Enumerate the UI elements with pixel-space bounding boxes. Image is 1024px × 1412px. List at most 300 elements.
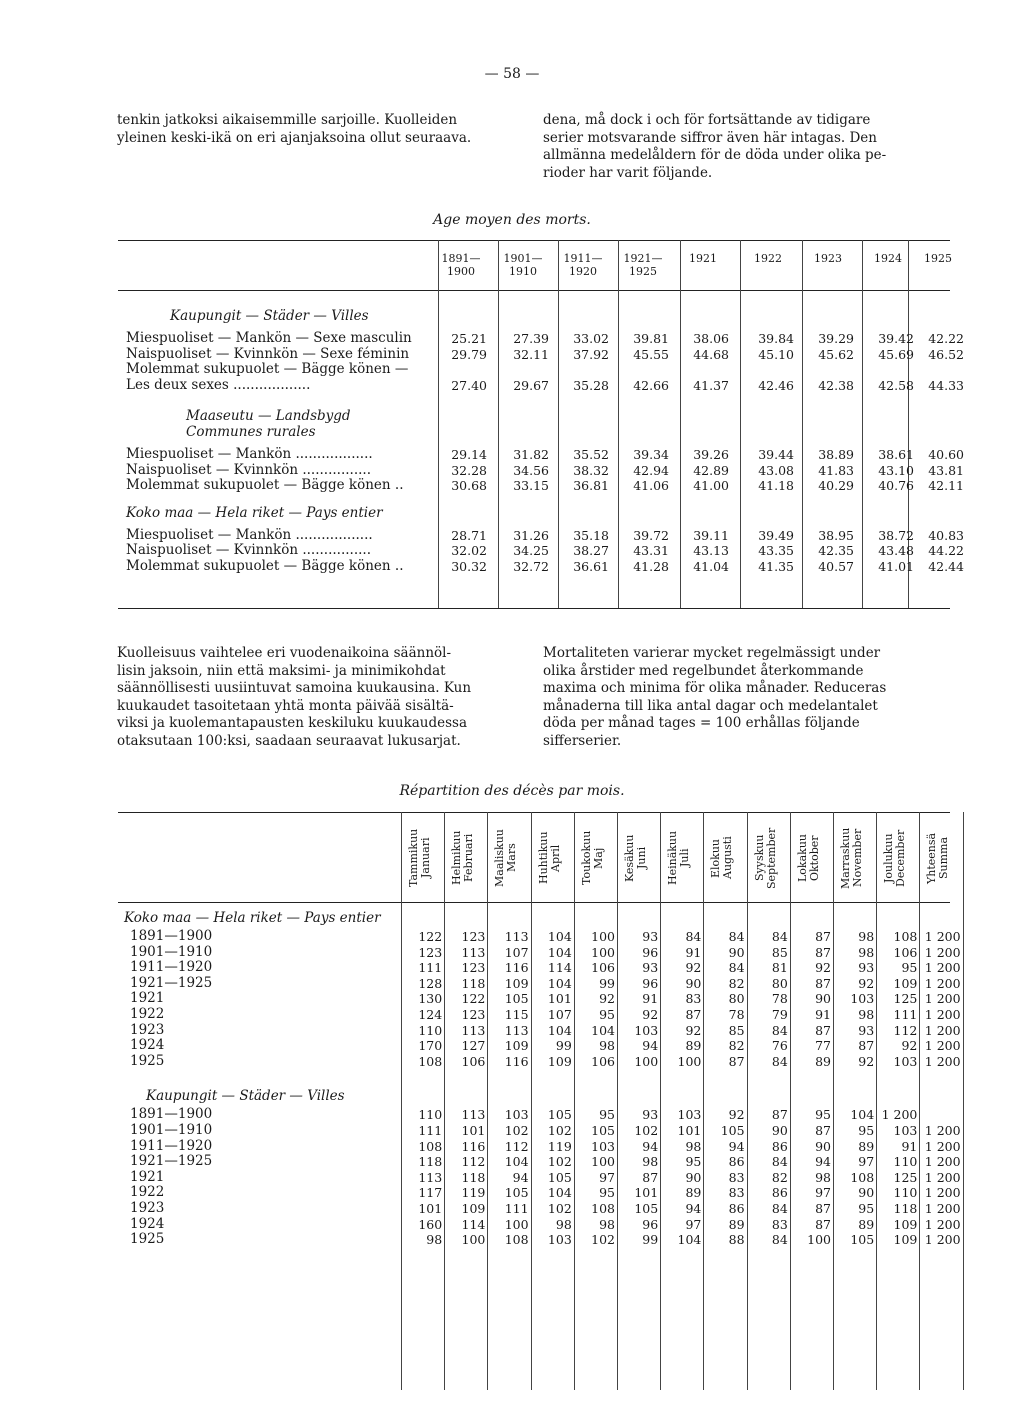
cell-value: 113 bbox=[461, 1107, 486, 1123]
cell-value: 32.28 bbox=[451, 462, 487, 478]
cell-value: 35.28 bbox=[573, 377, 609, 393]
cell-value: 39.49 bbox=[758, 527, 794, 543]
cell-value: 91 bbox=[642, 991, 659, 1007]
section-title: Kaupungit — Städer — Villes bbox=[146, 1088, 345, 1105]
row-label: 1891—1900 bbox=[130, 1106, 213, 1123]
cell-value: 105 bbox=[504, 1185, 529, 1201]
cell-value: 90 bbox=[685, 1169, 702, 1185]
cell-value: 87 bbox=[815, 1022, 831, 1038]
cell-value: 105 bbox=[720, 1123, 745, 1138]
cell-value: 100 bbox=[591, 929, 615, 944]
row-label: Naispuoliset — Kvinnkön — Sexe féminin bbox=[126, 345, 410, 362]
cell-value: 28.71 bbox=[451, 527, 487, 543]
cell-value: 104 bbox=[591, 1022, 615, 1038]
cell-value: 103 bbox=[504, 1107, 529, 1123]
cell-value: 27.40 bbox=[451, 377, 487, 393]
cell-value: 39.26 bbox=[693, 447, 729, 462]
cell-value: 104 bbox=[850, 1107, 875, 1123]
row-label: Miespuoliset — Mankön .................. bbox=[126, 526, 373, 543]
cell-value: 42.44 bbox=[928, 558, 964, 574]
cell-value: 91 bbox=[815, 1007, 831, 1022]
cell-value: 29.79 bbox=[451, 346, 487, 362]
cell-value: 85 bbox=[728, 1022, 745, 1038]
row-label: 1924 bbox=[130, 1037, 165, 1054]
cell-value: 41.00 bbox=[693, 478, 729, 493]
cell-value: 34.56 bbox=[513, 462, 549, 478]
cell-value: 109 bbox=[504, 975, 529, 991]
column-header: 1924 bbox=[874, 252, 902, 265]
cell-value: 40.76 bbox=[878, 478, 914, 493]
row-label: 1921—1925 bbox=[130, 1153, 213, 1170]
cell-value: 102 bbox=[547, 1201, 572, 1216]
text-line: maxima och minima för olika månader. Reduceras bbox=[543, 680, 887, 696]
column-rule bbox=[963, 812, 964, 1390]
cell-value: 104 bbox=[547, 929, 572, 944]
cell-value: 95 bbox=[815, 1107, 831, 1123]
cell-value: 43.13 bbox=[693, 543, 729, 558]
column-header: 1891— 1900 bbox=[441, 252, 481, 278]
cell-value: 110 bbox=[893, 1185, 918, 1201]
cell-value: 100 bbox=[591, 1154, 615, 1170]
cell-value: 34.25 bbox=[513, 543, 549, 558]
cell-value: 1 200 bbox=[924, 1053, 961, 1069]
cell-value: 80 bbox=[728, 991, 745, 1007]
cell-value: 43.81 bbox=[928, 462, 964, 478]
cell-value: 37.92 bbox=[573, 346, 609, 362]
cell-value: 104 bbox=[547, 1185, 572, 1201]
cell-value: 38.61 bbox=[878, 447, 914, 462]
cell-value: 105 bbox=[547, 1169, 572, 1185]
cell-value: 100 bbox=[504, 1216, 529, 1232]
cell-value: 29.67 bbox=[513, 377, 549, 393]
row-label: 1901—1910 bbox=[130, 943, 213, 960]
cell-value: 39.29 bbox=[818, 331, 854, 346]
cell-value: 86 bbox=[728, 1154, 745, 1170]
cell-value: 111 bbox=[504, 1201, 529, 1216]
text-line: Mortaliteten varierar mycket regelmässigt under bbox=[543, 645, 881, 661]
cell-value: 102 bbox=[504, 1123, 529, 1138]
cell-value: 25.21 bbox=[451, 331, 487, 346]
cell-value: 45.10 bbox=[758, 346, 794, 362]
text-line: rioder har varit följande. bbox=[543, 164, 713, 181]
cell-value: 105 bbox=[591, 1123, 615, 1138]
text-line: serier motsvarande siffror även här intagas. Den bbox=[543, 129, 877, 146]
column-rule bbox=[531, 812, 532, 1390]
cell-value: 130 bbox=[418, 991, 443, 1007]
cell-value: 108 bbox=[850, 1169, 875, 1185]
cell-value: 94 bbox=[512, 1169, 529, 1185]
cell-value: 87 bbox=[815, 975, 831, 991]
cell-value: 83 bbox=[728, 1185, 745, 1201]
cell-value: 39.72 bbox=[633, 527, 669, 543]
cell-value: 116 bbox=[461, 1138, 486, 1154]
cell-value: 108 bbox=[591, 1201, 615, 1216]
row-label: 1911—1920 bbox=[130, 1137, 213, 1154]
cell-value: 45.62 bbox=[818, 346, 854, 362]
cell-value: 87 bbox=[858, 1038, 875, 1054]
cell-value: 89 bbox=[728, 1216, 745, 1232]
cell-value: 114 bbox=[547, 960, 572, 976]
cell-value: 123 bbox=[461, 960, 486, 976]
cell-value: 31.26 bbox=[513, 527, 549, 543]
cell-value: 118 bbox=[893, 1201, 918, 1216]
cell-value: 41.01 bbox=[878, 558, 914, 574]
column-rule bbox=[790, 812, 791, 1390]
cell-value: 123 bbox=[418, 944, 443, 960]
cell-value: 101 bbox=[418, 1201, 443, 1216]
cell-value: 1 200 bbox=[924, 991, 961, 1007]
cell-value: 104 bbox=[547, 944, 572, 960]
cell-value: 94 bbox=[642, 1138, 659, 1154]
cell-value: 1 200 bbox=[924, 1232, 961, 1248]
cell-value: 82 bbox=[728, 1038, 745, 1054]
cell-value: 84 bbox=[771, 929, 788, 944]
cell-value: 86 bbox=[771, 1185, 788, 1201]
intro-swedish bbox=[543, 112, 886, 182]
cell-value: 112 bbox=[893, 1022, 918, 1038]
column-header: 1901— 1910 bbox=[503, 252, 543, 278]
cell-value: 38.72 bbox=[878, 527, 914, 543]
cell-value: 110 bbox=[418, 1107, 443, 1123]
cell-value: 45.69 bbox=[878, 346, 914, 362]
cell-value: 82 bbox=[771, 1169, 788, 1185]
cell-value: 42.94 bbox=[633, 462, 669, 478]
cell-value: 87 bbox=[815, 1216, 831, 1232]
cell-value: 103 bbox=[677, 1107, 702, 1123]
cell-value: 87 bbox=[728, 1053, 745, 1069]
cell-value: 38.27 bbox=[573, 543, 609, 558]
cell-value: 1 200 bbox=[924, 1216, 961, 1232]
month-header: Joulukuu December bbox=[882, 829, 908, 887]
cell-value: 41.18 bbox=[758, 478, 794, 493]
cell-value: 84 bbox=[728, 960, 745, 976]
column-rule bbox=[876, 812, 877, 1390]
cell-value: 101 bbox=[547, 991, 572, 1007]
cell-value: 90 bbox=[815, 991, 831, 1007]
cell-value: 32.02 bbox=[451, 543, 487, 558]
cell-value: 113 bbox=[418, 1169, 443, 1185]
cell-value: 95 bbox=[901, 960, 918, 976]
cell-value: 39.81 bbox=[633, 331, 669, 346]
cell-value: 42.35 bbox=[818, 543, 854, 558]
cell-value: 90 bbox=[685, 975, 702, 991]
cell-value: 40.83 bbox=[928, 527, 964, 543]
cell-value: 35.52 bbox=[573, 447, 609, 462]
mid-swedish bbox=[543, 645, 886, 750]
section-title: Maaseutu — Landsbygd bbox=[186, 408, 351, 424]
month-header: Elokuu Augusti bbox=[709, 836, 735, 880]
cell-value: 160 bbox=[418, 1216, 443, 1232]
cell-value: 115 bbox=[504, 1007, 529, 1022]
cell-value: 44.68 bbox=[693, 346, 729, 362]
cell-value: 98 bbox=[858, 1007, 875, 1022]
cell-value: 100 bbox=[677, 1053, 702, 1069]
cell-value: 84 bbox=[771, 1022, 788, 1038]
cell-value: 113 bbox=[504, 929, 529, 944]
cell-value: 41.28 bbox=[633, 558, 669, 574]
cell-value: 89 bbox=[685, 1038, 702, 1054]
cell-value: 40.57 bbox=[818, 558, 854, 574]
cell-value: 76 bbox=[771, 1038, 788, 1054]
cell-value: 98 bbox=[858, 944, 875, 960]
column-rule bbox=[919, 812, 920, 1390]
text-line: tenkin jatkoksi aikaisemmille sarjoille. Kuolleiden bbox=[117, 112, 458, 128]
cell-value: 100 bbox=[461, 1232, 486, 1248]
cell-value: 92 bbox=[901, 1038, 918, 1054]
text-line: allmänna medelåldern för de döda under olika pe- bbox=[543, 147, 887, 163]
cell-value: 84 bbox=[771, 1154, 788, 1170]
column-rule bbox=[833, 812, 834, 1390]
average-age-table bbox=[118, 240, 964, 610]
cell-value: 88 bbox=[728, 1232, 745, 1248]
cell-value: 95 bbox=[685, 1154, 702, 1170]
cell-value: 118 bbox=[461, 975, 486, 991]
cell-value: 123 bbox=[461, 929, 486, 944]
month-header: Maaliskuu Mars bbox=[493, 829, 519, 887]
cell-value: 103 bbox=[591, 1138, 615, 1154]
cell-value: 97 bbox=[599, 1169, 615, 1185]
cell-value: 92 bbox=[858, 975, 875, 991]
month-header: Helmikuu Februari bbox=[450, 830, 476, 886]
cell-value: 108 bbox=[893, 929, 918, 944]
cell-value: 92 bbox=[599, 991, 615, 1007]
cell-value: 1 200 bbox=[924, 1154, 961, 1170]
cell-value: 41.83 bbox=[818, 462, 854, 478]
cell-value: 86 bbox=[728, 1201, 745, 1216]
cell-value: 87 bbox=[815, 1123, 831, 1138]
cell-value: 109 bbox=[893, 1232, 918, 1248]
cell-value: 109 bbox=[893, 975, 918, 991]
cell-value: 38.95 bbox=[818, 527, 854, 543]
cell-value: 98 bbox=[815, 1169, 831, 1185]
text-line: sifferserier. bbox=[543, 732, 622, 749]
cell-value: 39.84 bbox=[758, 331, 794, 346]
cell-value: 39.44 bbox=[758, 447, 794, 462]
cell-value: 106 bbox=[591, 960, 615, 976]
table2-caption: Répartition des décès par mois. bbox=[399, 783, 625, 799]
cell-value: 111 bbox=[893, 1007, 918, 1022]
cell-value: 31.82 bbox=[513, 447, 549, 462]
cell-value: 39.42 bbox=[878, 331, 914, 346]
cell-value: 83 bbox=[685, 991, 702, 1007]
cell-value: 108 bbox=[418, 1138, 443, 1154]
cell-value: 43.31 bbox=[633, 543, 669, 558]
month-header: Yhteensä Summa bbox=[925, 832, 951, 884]
column-rule bbox=[747, 812, 748, 1390]
cell-value: 87 bbox=[771, 1107, 788, 1123]
column-header: 1911— 1920 bbox=[563, 252, 603, 278]
cell-value: 87 bbox=[685, 1007, 702, 1022]
row-label: Naispuoliset — Kvinnkön ................ bbox=[126, 461, 372, 478]
text-line: olika årstider med regelbundet återkommande bbox=[543, 662, 864, 679]
column-rule bbox=[703, 812, 704, 1390]
cell-value: 103 bbox=[634, 1022, 659, 1038]
cell-value: 110 bbox=[418, 1022, 443, 1038]
month-header: Tammikuu Januari bbox=[407, 828, 432, 888]
cell-value: 42.38 bbox=[818, 377, 854, 393]
cell-value: 104 bbox=[547, 1022, 572, 1038]
cell-value: 103 bbox=[893, 1053, 918, 1069]
cell-value: 1 200 bbox=[924, 1169, 961, 1185]
cell-value: 84 bbox=[771, 1232, 788, 1248]
cell-value: 106 bbox=[893, 944, 918, 960]
cell-value: 1 200 bbox=[924, 1185, 961, 1201]
cell-value: 112 bbox=[461, 1154, 486, 1170]
cell-value: 104 bbox=[504, 1154, 529, 1170]
cell-value: 108 bbox=[418, 1053, 443, 1069]
cell-value: 84 bbox=[728, 929, 745, 944]
cell-value: 1 200 bbox=[924, 944, 961, 960]
cell-value: 43.48 bbox=[878, 543, 914, 558]
cell-value: 97 bbox=[685, 1216, 702, 1232]
column-rule bbox=[487, 812, 488, 1390]
cell-value: 98 bbox=[599, 1038, 615, 1054]
row-label: 1911—1920 bbox=[130, 959, 213, 976]
cell-value: 114 bbox=[461, 1216, 486, 1232]
row-label: 1924 bbox=[130, 1215, 165, 1232]
cell-value: 103 bbox=[893, 1123, 918, 1138]
cell-value: 38.32 bbox=[573, 462, 609, 478]
column-header: 1923 bbox=[814, 252, 842, 265]
cell-value: 78 bbox=[728, 1007, 745, 1022]
cell-value: 42.46 bbox=[758, 377, 794, 393]
column-header: 1921 bbox=[689, 252, 717, 265]
cell-value: 102 bbox=[547, 1154, 572, 1170]
cell-value: 93 bbox=[642, 960, 659, 976]
cell-value: 170 bbox=[418, 1038, 443, 1054]
cell-value: 1 200 bbox=[924, 975, 961, 991]
section-title: Kaupungit — Städer — Villes bbox=[170, 308, 369, 324]
section-title: Koko maa — Hela riket — Pays entier bbox=[126, 504, 383, 521]
month-header: Huhtikuu April bbox=[536, 831, 562, 885]
cell-value: 116 bbox=[504, 1053, 529, 1069]
month-header: Heinäkuu Juli bbox=[666, 830, 692, 886]
month-header: Kesäkuu Juni bbox=[623, 834, 648, 882]
cell-value: 41.04 bbox=[693, 558, 729, 574]
cell-value: 111 bbox=[418, 960, 443, 976]
cell-value: 98 bbox=[858, 929, 875, 944]
cell-value: 87 bbox=[815, 929, 831, 944]
cell-value: 92 bbox=[685, 960, 702, 976]
cell-value: 105 bbox=[504, 991, 529, 1007]
cell-value: 42.89 bbox=[693, 462, 729, 478]
cell-value: 98 bbox=[555, 1216, 572, 1232]
cell-value: 44.33 bbox=[928, 377, 964, 393]
cell-value: 89 bbox=[858, 1138, 875, 1154]
cell-value: 113 bbox=[461, 1022, 486, 1038]
cell-value: 42.58 bbox=[878, 377, 914, 393]
cell-value: 101 bbox=[677, 1123, 702, 1138]
column-rule bbox=[660, 812, 661, 1390]
cell-value: 96 bbox=[642, 1216, 659, 1232]
cell-value: 40.29 bbox=[818, 478, 854, 493]
cell-value: 127 bbox=[461, 1038, 486, 1054]
cell-value: 1 200 bbox=[924, 1022, 961, 1038]
cell-value: 94 bbox=[685, 1201, 702, 1216]
column-header: 1922 bbox=[754, 252, 782, 265]
cell-value: 118 bbox=[461, 1169, 486, 1185]
cell-value: 82 bbox=[728, 975, 745, 991]
section-title: Koko maa — Hela riket — Pays entier bbox=[124, 910, 381, 926]
cell-value: 35.18 bbox=[573, 527, 609, 543]
row-label: Miespuoliset — Mankön — Sexe masculin bbox=[126, 330, 412, 346]
cell-value: 1 200 bbox=[924, 1038, 961, 1054]
cell-value: 45.55 bbox=[633, 346, 669, 362]
cell-value: 1 200 bbox=[924, 960, 961, 976]
row-label: 1921 bbox=[130, 1168, 165, 1185]
cell-value: 92 bbox=[858, 1053, 875, 1069]
cell-value: 89 bbox=[815, 1053, 831, 1069]
cell-value: 113 bbox=[504, 1022, 529, 1038]
cell-value: 30.68 bbox=[451, 478, 487, 493]
cell-value: 41.35 bbox=[758, 558, 794, 574]
cell-value: 118 bbox=[418, 1154, 443, 1170]
cell-value: 95 bbox=[858, 1201, 875, 1216]
cell-value: 104 bbox=[677, 1232, 702, 1248]
cell-value: 80 bbox=[771, 975, 788, 991]
cell-value: 1 200 bbox=[924, 929, 961, 944]
cell-value: 78 bbox=[771, 991, 788, 1007]
cell-value: 77 bbox=[815, 1038, 831, 1054]
cell-value: 46.52 bbox=[928, 346, 964, 362]
cell-value: 106 bbox=[461, 1053, 486, 1069]
cell-value: 106 bbox=[591, 1053, 615, 1069]
cell-value: 90 bbox=[815, 1138, 831, 1154]
cell-value: 42.22 bbox=[928, 331, 964, 346]
row-label: Les deux sexes .................. bbox=[126, 376, 311, 393]
cell-value: 100 bbox=[591, 944, 615, 960]
text-line: döda per månad tages = 100 erhållas följande bbox=[543, 715, 860, 731]
cell-value: 91 bbox=[685, 944, 702, 960]
cell-value: 99 bbox=[555, 1038, 572, 1054]
cell-value: 43.10 bbox=[878, 462, 914, 478]
cell-value: 112 bbox=[504, 1138, 529, 1154]
cell-value: 95 bbox=[858, 1123, 875, 1138]
cell-value: 103 bbox=[850, 991, 875, 1007]
row-label: Molemmat sukupuolet — Bägge könen .. bbox=[126, 477, 404, 493]
intro-finnish bbox=[117, 112, 471, 147]
cell-value: 32.11 bbox=[513, 346, 549, 362]
text-line: dena, må dock i och för fortsättande av tidigare bbox=[543, 112, 871, 128]
text-line: Kuolleisuus vaihtelee eri vuodenaikoina säännöl- bbox=[117, 645, 452, 661]
cell-value: 98 bbox=[599, 1216, 615, 1232]
cell-value: 92 bbox=[815, 960, 831, 976]
cell-value: 36.61 bbox=[573, 558, 609, 574]
cell-value: 97 bbox=[815, 1185, 831, 1201]
cell-value: 30.32 bbox=[451, 558, 487, 574]
row-label: 1922 bbox=[130, 1006, 165, 1022]
cell-value: 104 bbox=[547, 975, 572, 991]
cell-value: 90 bbox=[728, 944, 745, 960]
cell-value: 41.37 bbox=[693, 377, 729, 393]
row-label: 1923 bbox=[130, 1200, 165, 1216]
cell-value: 123 bbox=[461, 1007, 486, 1022]
cell-value: 95 bbox=[599, 1107, 615, 1123]
cell-value: 105 bbox=[850, 1232, 875, 1248]
cell-value: 83 bbox=[728, 1169, 745, 1185]
cell-value: 89 bbox=[685, 1185, 702, 1201]
cell-value: 42.66 bbox=[633, 377, 669, 393]
cell-value: 83 bbox=[771, 1216, 788, 1232]
cell-value: 111 bbox=[418, 1123, 443, 1138]
row-label: 1925 bbox=[130, 1231, 165, 1248]
cell-value: 128 bbox=[418, 975, 443, 991]
cell-value: 94 bbox=[728, 1138, 745, 1154]
cell-value: 95 bbox=[599, 1007, 615, 1022]
cell-value: 43.08 bbox=[758, 462, 794, 478]
cell-value: 38.06 bbox=[693, 331, 729, 346]
cell-value: 102 bbox=[634, 1123, 659, 1138]
